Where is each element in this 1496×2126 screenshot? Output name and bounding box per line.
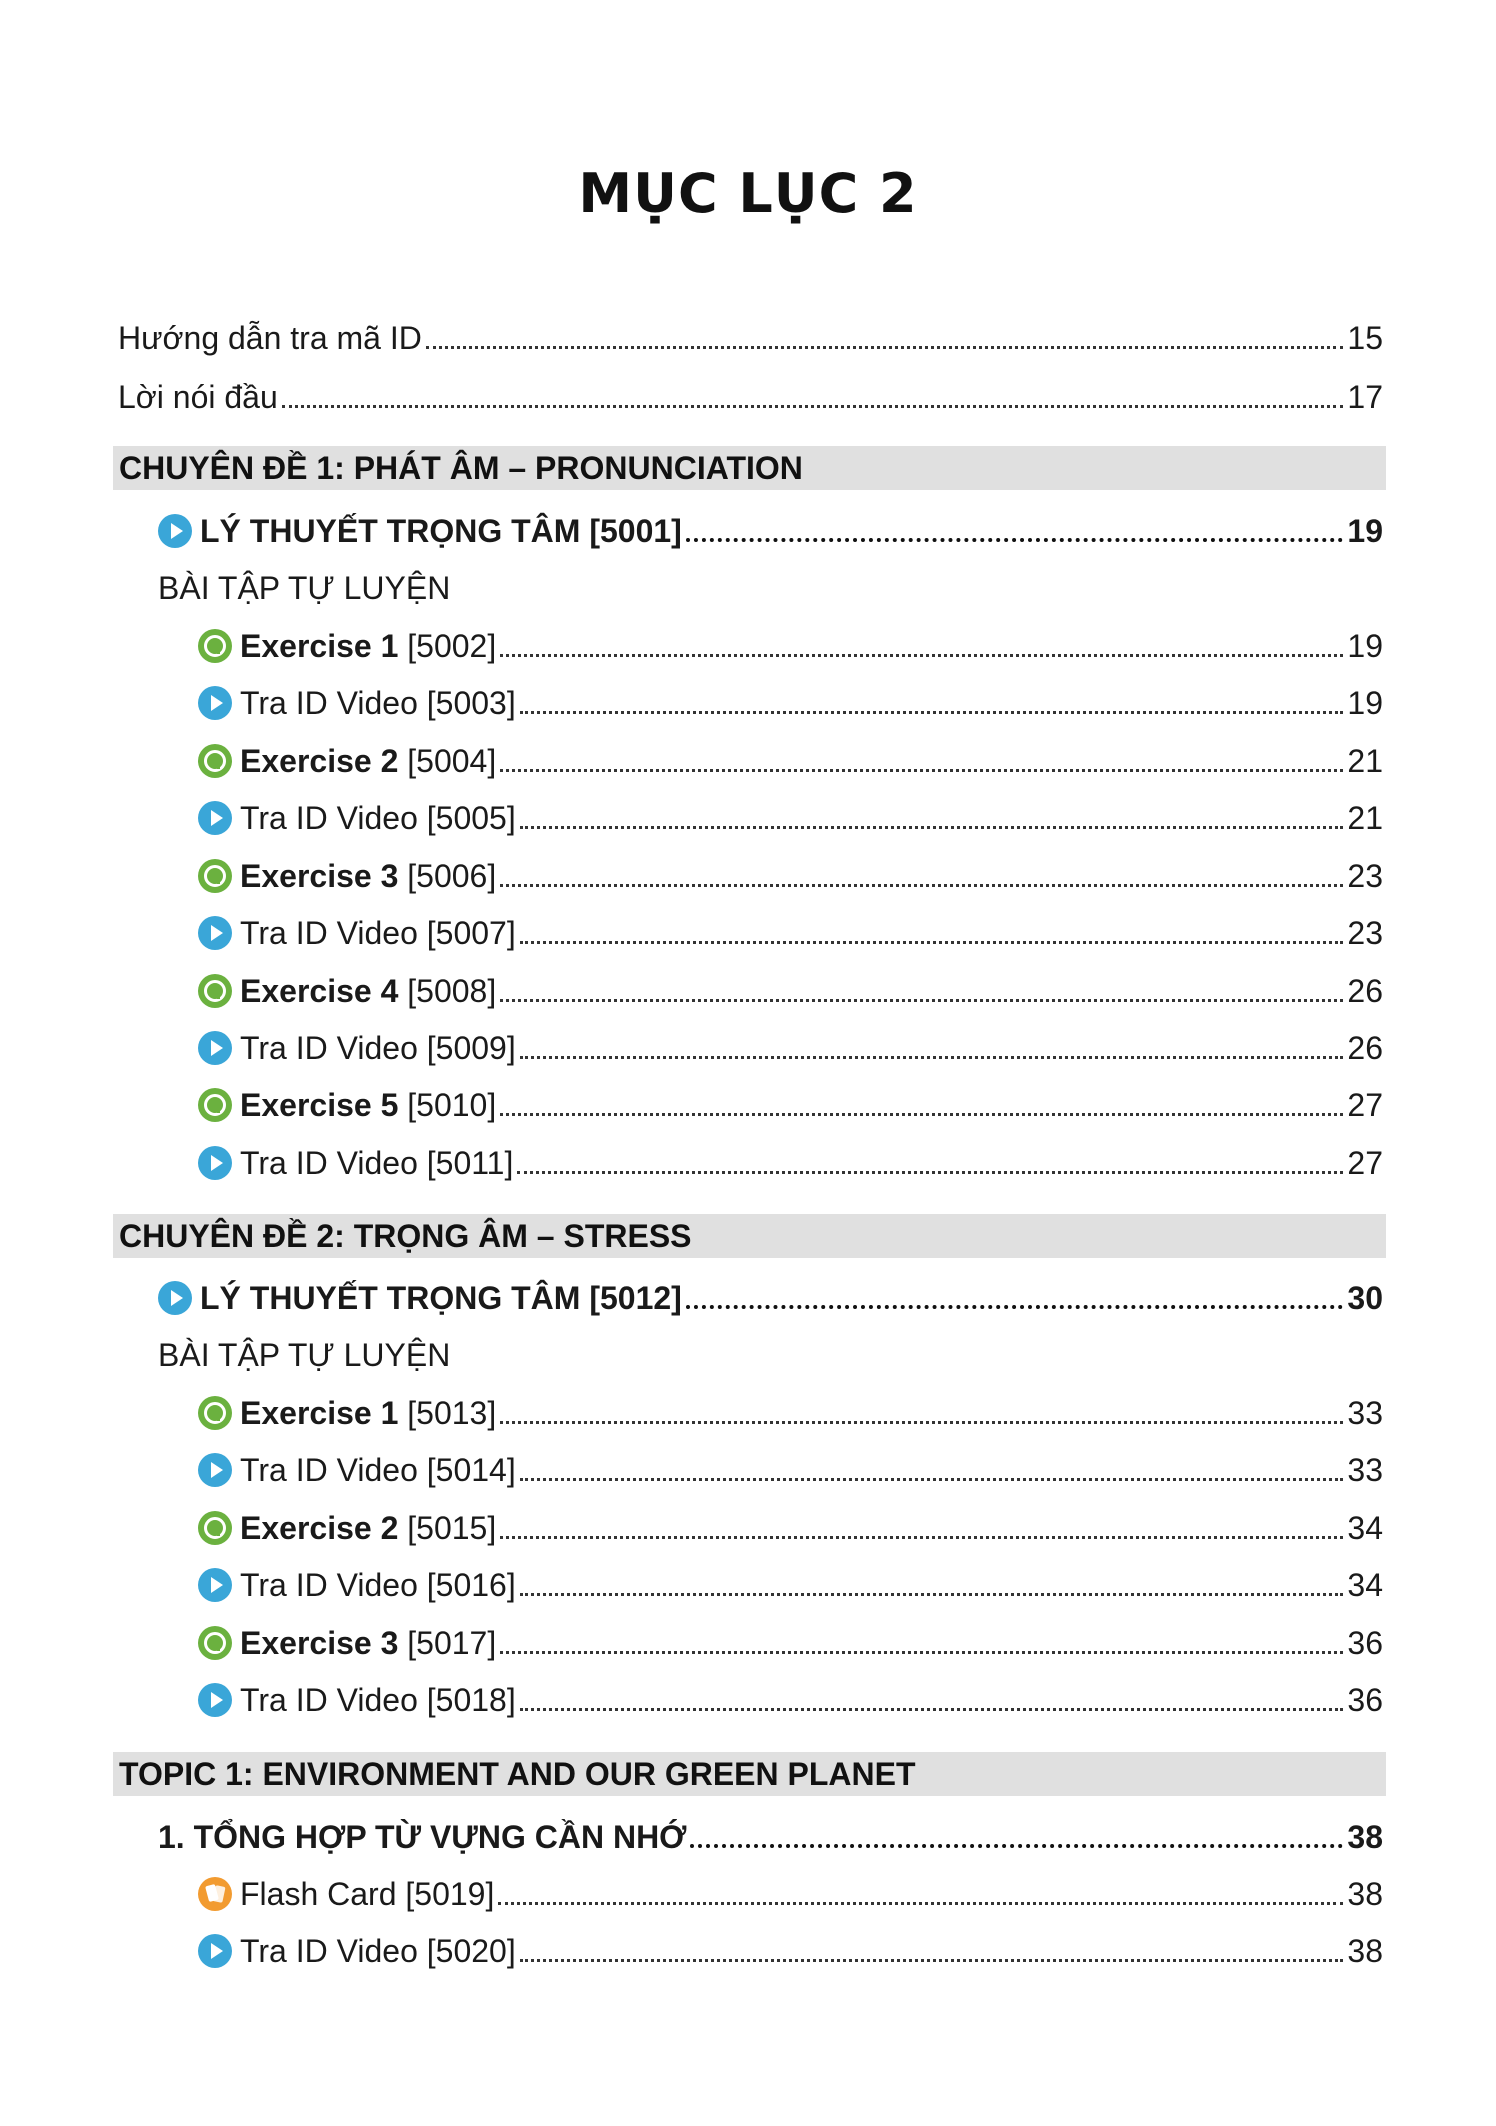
page-number: 15 (1347, 320, 1383, 356)
page-number: 19 (1347, 513, 1383, 549)
play-icon (198, 1568, 232, 1602)
toc-entry-exercise[interactable] (198, 1622, 1383, 1664)
toc-entry-video[interactable] (198, 1449, 1383, 1491)
toc-entry-video[interactable] (198, 1142, 1383, 1184)
dot-leader (500, 1421, 1343, 1424)
section-heading: CHUYÊN ĐỀ 1: PHÁT ÂM – PRONUNCIATION (113, 446, 1386, 490)
toc-entry-exercise[interactable] (198, 1084, 1383, 1126)
dot-leader (686, 538, 1344, 542)
toc-entry-video[interactable] (198, 1679, 1383, 1721)
page-number: 34 (1347, 1510, 1383, 1546)
clock-icon (198, 1511, 232, 1545)
flash-card-icon (198, 1877, 232, 1911)
dot-leader (520, 1708, 1344, 1711)
clock-icon (198, 1396, 232, 1430)
exercise-code: [5002] (398, 628, 497, 664)
page-number: 19 (1347, 685, 1383, 721)
page-number: 17 (1347, 379, 1383, 415)
practice-heading: BÀI TẬP TỰ LUYỆN (158, 1337, 451, 1373)
toc-entry-video[interactable] (198, 682, 1383, 724)
entry-label: Tra ID Video [5020] (240, 1933, 516, 1969)
page-number: 26 (1347, 973, 1383, 1009)
toc-entry-exercise[interactable] (198, 970, 1383, 1012)
page-number: 21 (1347, 800, 1383, 836)
clock-icon (198, 1088, 232, 1122)
dot-leader (520, 826, 1344, 829)
dot-leader (500, 999, 1343, 1002)
page-number: 36 (1347, 1682, 1383, 1718)
page-number: 38 (1347, 1933, 1383, 1969)
entry-label: Hướng dẫn tra mã ID (118, 320, 422, 356)
page-number: 30 (1347, 1280, 1383, 1316)
entry-label: Tra ID Video [5007] (240, 915, 516, 951)
toc-entry-exercise[interactable] (198, 740, 1383, 782)
exercise-code: [5006] (398, 858, 497, 894)
dot-leader (520, 711, 1344, 714)
page-number: 19 (1347, 628, 1383, 664)
exercise-name: Exercise 2 (240, 743, 399, 779)
dot-leader (520, 1959, 1344, 1962)
exercise-name: Exercise 1 (240, 628, 399, 664)
section-heading: CHUYÊN ĐỀ 2: TRỌNG ÂM – STRESS (113, 1214, 1386, 1258)
entry-label: Tra ID Video [5016] (240, 1567, 516, 1603)
page-number: 27 (1347, 1087, 1383, 1123)
entry-label: Tra ID Video [5011] (240, 1145, 514, 1181)
entry-label: Lời nói đầu (118, 379, 278, 415)
play-icon (198, 1934, 232, 1968)
dot-leader (426, 346, 1344, 349)
page-number: 23 (1347, 858, 1383, 894)
toc-entry-video[interactable] (198, 1930, 1383, 1972)
dot-leader (686, 1305, 1344, 1309)
dot-leader (520, 1056, 1344, 1059)
toc-entry-exercise[interactable] (198, 1507, 1383, 1549)
clock-icon (198, 629, 232, 663)
page-number: 33 (1347, 1452, 1383, 1488)
toc-entry-vocabulary[interactable] (158, 1816, 1383, 1858)
page-number: 38 (1347, 1876, 1383, 1912)
entry-label: Tra ID Video [5014] (240, 1452, 516, 1488)
page-number: 33 (1347, 1395, 1383, 1431)
dot-leader (282, 405, 1344, 408)
play-icon (198, 1146, 232, 1180)
exercise-name: Exercise 3 (240, 858, 399, 894)
play-icon (198, 801, 232, 835)
play-icon (198, 916, 232, 950)
toc-entry-video[interactable] (198, 1027, 1383, 1069)
dot-leader (520, 941, 1344, 944)
exercise-code: [5008] (398, 973, 497, 1009)
dot-leader (500, 654, 1343, 657)
toc-entry-exercise[interactable] (198, 625, 1383, 667)
dot-leader (500, 769, 1343, 772)
clock-icon (198, 859, 232, 893)
page-number: 36 (1347, 1625, 1383, 1661)
dot-leader (517, 1171, 1343, 1174)
page-number: 26 (1347, 1030, 1383, 1066)
page-number: 27 (1347, 1145, 1383, 1181)
toc-entry-theory[interactable] (158, 510, 1383, 552)
play-icon (198, 1683, 232, 1717)
exercise-name: Exercise 5 (240, 1087, 399, 1123)
clock-icon (198, 974, 232, 1008)
toc-entry-video[interactable] (198, 1564, 1383, 1606)
page-number: 23 (1347, 915, 1383, 951)
page-number: 21 (1347, 743, 1383, 779)
exercise-code: [5017] (398, 1625, 497, 1661)
page-number: 38 (1347, 1819, 1383, 1855)
toc-entry-guide[interactable] (118, 317, 1383, 359)
play-icon (158, 514, 192, 548)
entry-label: 1. TỔNG HỢP TỪ VỰNG CẦN NHỚ (158, 1819, 687, 1855)
entry-label: Flash Card [5019] (240, 1876, 495, 1912)
dot-leader (498, 1902, 1343, 1905)
exercise-name: Exercise 3 (240, 1625, 399, 1661)
toc-entry-theory[interactable] (158, 1277, 1383, 1319)
toc-entry-exercise[interactable] (198, 1392, 1383, 1434)
dot-leader (500, 1651, 1343, 1654)
exercise-name: Exercise 2 (240, 1510, 399, 1546)
toc-entry-exercise[interactable] (198, 855, 1383, 897)
dot-leader (500, 884, 1343, 887)
play-icon (198, 1031, 232, 1065)
exercise-name: Exercise 1 (240, 1395, 399, 1431)
exercise-code: [5010] (398, 1087, 497, 1123)
exercise-code: [5004] (398, 743, 497, 779)
practice-heading: BÀI TẬP TỰ LUYỆN (158, 570, 451, 606)
exercise-code: [5013] (398, 1395, 497, 1431)
entry-label: LÝ THUYẾT TRỌNG TÂM [5001] (200, 513, 682, 549)
dot-leader (690, 1844, 1343, 1848)
play-icon (198, 686, 232, 720)
entry-label: LÝ THUYẾT TRỌNG TÂM [5012] (200, 1280, 682, 1316)
dot-leader (520, 1593, 1344, 1596)
clock-icon (198, 1626, 232, 1660)
clock-icon (198, 744, 232, 778)
exercise-code: [5015] (398, 1510, 497, 1546)
toc-entry-preface[interactable] (118, 376, 1383, 418)
section-heading: TOPIC 1: ENVIRONMENT AND OUR GREEN PLANET (113, 1752, 1386, 1796)
entry-label: Tra ID Video [5003] (240, 685, 516, 721)
page-number: 34 (1347, 1567, 1383, 1603)
play-icon (158, 1281, 192, 1315)
dot-leader (520, 1478, 1344, 1481)
exercise-name: Exercise 4 (240, 973, 399, 1009)
toc-entry-flash-card[interactable] (198, 1873, 1383, 1915)
dot-leader (500, 1536, 1343, 1539)
entry-label: Tra ID Video [5009] (240, 1030, 516, 1066)
play-icon (198, 1453, 232, 1487)
toc-entry-video[interactable] (198, 797, 1383, 839)
entry-label: Tra ID Video [5018] (240, 1682, 516, 1718)
page-title: MỤC LỤC 2 (578, 162, 918, 225)
entry-label: Tra ID Video [5005] (240, 800, 516, 836)
dot-leader (500, 1113, 1343, 1116)
toc-entry-video[interactable] (198, 912, 1383, 954)
